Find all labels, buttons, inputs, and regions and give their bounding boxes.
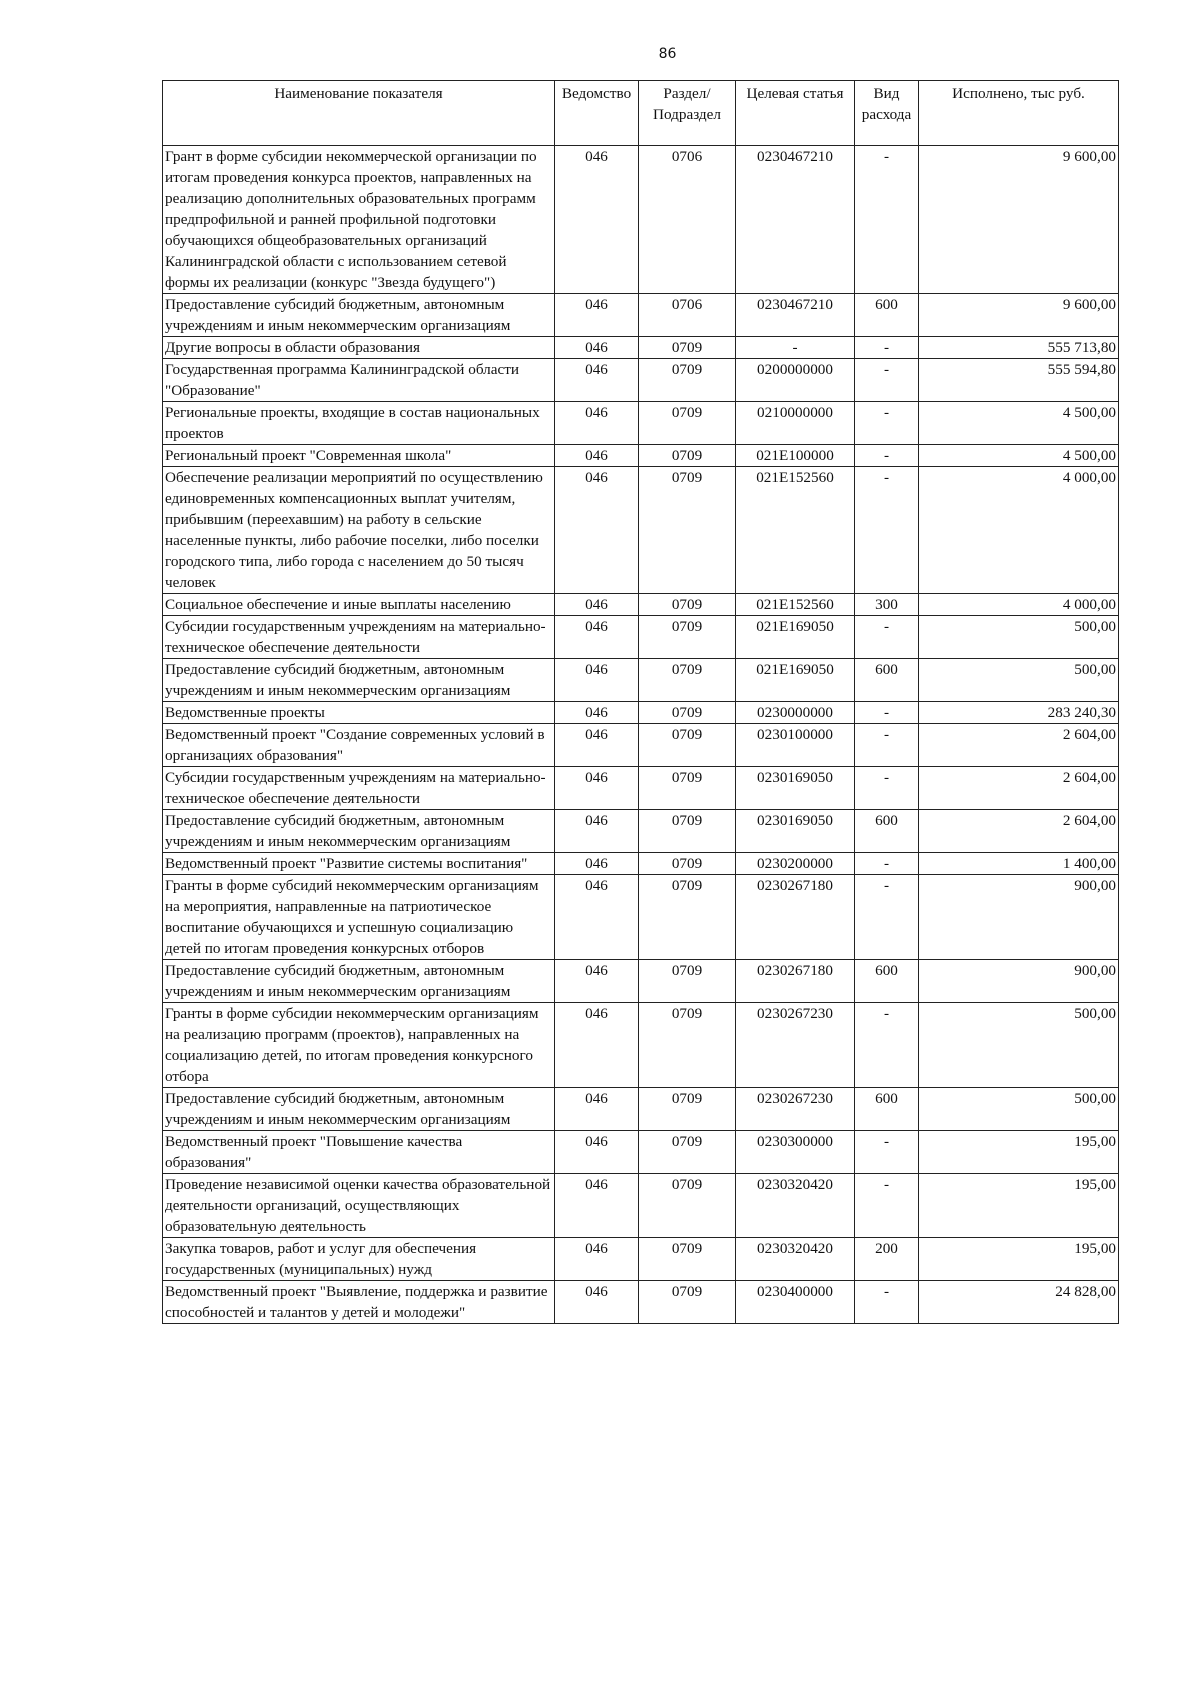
cell-dept: 046: [555, 146, 639, 294]
table-row: [163, 1238, 1119, 1281]
cell-section: 0709: [639, 445, 736, 467]
cell-amount: 1 400,00: [919, 853, 1119, 875]
cell-article: 021E152560: [736, 467, 855, 594]
cell-name: Региональный проект "Современная школа": [163, 445, 555, 467]
table-row: [163, 659, 1119, 702]
cell-type: -: [855, 767, 919, 810]
cell-amount: 2 604,00: [919, 810, 1119, 853]
table-row: [163, 146, 1119, 294]
cell-type: -: [855, 467, 919, 594]
cell-amount: 500,00: [919, 1003, 1119, 1088]
cell-name: Предоставление субсидий бюджетным, автономным учреждениям и иным некоммерческим организациям: [163, 294, 555, 337]
cell-article: 0230100000: [736, 724, 855, 767]
cell-article: 021E152560: [736, 594, 855, 616]
table-row: [163, 1281, 1119, 1324]
cell-article: 0230000000: [736, 702, 855, 724]
cell-amount: 2 604,00: [919, 767, 1119, 810]
cell-name: Другие вопросы в области образования: [163, 337, 555, 359]
table-row: [163, 960, 1119, 1003]
cell-section: 0709: [639, 616, 736, 659]
cell-article: 0210000000: [736, 402, 855, 445]
cell-dept: 046: [555, 1238, 639, 1281]
cell-amount: 4 000,00: [919, 467, 1119, 594]
cell-article: 0230200000: [736, 853, 855, 875]
cell-section: 0706: [639, 146, 736, 294]
cell-dept: 046: [555, 853, 639, 875]
header-section: Раздел/ Подраздел: [639, 81, 736, 146]
cell-dept: 046: [555, 1281, 639, 1324]
cell-amount: 9 600,00: [919, 294, 1119, 337]
cell-article: 0230300000: [736, 1131, 855, 1174]
cell-type: 600: [855, 1088, 919, 1131]
cell-dept: 046: [555, 1174, 639, 1238]
cell-dept: 046: [555, 960, 639, 1003]
cell-section: 0709: [639, 853, 736, 875]
table-row: [163, 724, 1119, 767]
cell-type: -: [855, 445, 919, 467]
cell-type: -: [855, 1174, 919, 1238]
cell-section: 0709: [639, 359, 736, 402]
cell-type: -: [855, 616, 919, 659]
cell-amount: 283 240,30: [919, 702, 1119, 724]
cell-name: Государственная программа Калининградской области "Образование": [163, 359, 555, 402]
cell-name: Закупка товаров, работ и услуг для обеспечения государственных (муниципальных) нужд: [163, 1238, 555, 1281]
cell-article: 0200000000: [736, 359, 855, 402]
cell-name: Субсидии государственным учреждениям на материально-техническое обеспечение деятельности: [163, 616, 555, 659]
cell-section: 0709: [639, 724, 736, 767]
cell-dept: 046: [555, 294, 639, 337]
cell-article: 0230320420: [736, 1238, 855, 1281]
cell-dept: 046: [555, 359, 639, 402]
table-row: [163, 1174, 1119, 1238]
cell-name: Грант в форме субсидии некоммерческой организации по итогам проведения конкурса проектов, направленных на реализацию дополнительных образовательных программ предпрофильной и ранней профильной подготовки обучающихся общеобразовательных организаций Калининградской области с использованием сетевой формы их реализации (конкурс "Звезда будущего"): [163, 146, 555, 294]
cell-amount: 900,00: [919, 875, 1119, 960]
cell-name: Обеспечение реализации мероприятий по осуществлению единовременных компенсационных выплат учителям, прибывшим (переехавшим) на работу в сельские населенные пункты, либо рабочие поселки, либо поселки городского типа, либо города с населением до 50 тысяч человек: [163, 467, 555, 594]
budget-table: [162, 80, 1119, 1324]
cell-amount: 195,00: [919, 1174, 1119, 1238]
table-row: [163, 1003, 1119, 1088]
cell-type: 600: [855, 960, 919, 1003]
cell-name: Социальное обеспечение и иные выплаты населению: [163, 594, 555, 616]
cell-name: Предоставление субсидий бюджетным, автономным учреждениям и иным некоммерческим организациям: [163, 960, 555, 1003]
table-row: [163, 359, 1119, 402]
cell-dept: 046: [555, 1131, 639, 1174]
cell-type: 600: [855, 294, 919, 337]
cell-dept: 046: [555, 659, 639, 702]
cell-dept: 046: [555, 1003, 639, 1088]
cell-dept: 046: [555, 767, 639, 810]
cell-type: -: [855, 853, 919, 875]
cell-section: 0706: [639, 294, 736, 337]
header-amount: Исполнено, тыс руб.: [919, 81, 1119, 146]
cell-name: Ведомственный проект "Развитие системы воспитания": [163, 853, 555, 875]
cell-article: 021E100000: [736, 445, 855, 467]
header-dept: Ведомство: [555, 81, 639, 146]
table-row: [163, 853, 1119, 875]
cell-section: 0709: [639, 1281, 736, 1324]
cell-article: 0230467210: [736, 146, 855, 294]
cell-section: 0709: [639, 1238, 736, 1281]
cell-name: Предоставление субсидий бюджетным, автономным учреждениям и иным некоммерческим организациям: [163, 1088, 555, 1131]
header-article: Целевая статья: [736, 81, 855, 146]
cell-name: Предоставление субсидий бюджетным, автономным учреждениям и иным некоммерческим организациям: [163, 659, 555, 702]
table-row: [163, 337, 1119, 359]
cell-dept: 046: [555, 445, 639, 467]
cell-dept: 046: [555, 594, 639, 616]
cell-section: 0709: [639, 1131, 736, 1174]
table-row: [163, 875, 1119, 960]
page-number: 86: [658, 46, 677, 62]
table-row: [163, 1131, 1119, 1174]
cell-amount: 555 594,80: [919, 359, 1119, 402]
cell-section: 0709: [639, 402, 736, 445]
cell-type: 600: [855, 659, 919, 702]
cell-name: Субсидии государственным учреждениям на материально-техническое обеспечение деятельности: [163, 767, 555, 810]
cell-article: 021E169050: [736, 659, 855, 702]
cell-amount: 9 600,00: [919, 146, 1119, 294]
table-row: [163, 810, 1119, 853]
cell-article: 0230267230: [736, 1003, 855, 1088]
table-header-row: [163, 81, 1119, 146]
cell-amount: 555 713,80: [919, 337, 1119, 359]
header-type: Вид расхода: [855, 81, 919, 146]
table-row: [163, 445, 1119, 467]
cell-type: -: [855, 146, 919, 294]
cell-type: -: [855, 724, 919, 767]
cell-amount: 4 500,00: [919, 445, 1119, 467]
cell-type: -: [855, 1281, 919, 1324]
cell-dept: 046: [555, 875, 639, 960]
table-row: [163, 702, 1119, 724]
cell-section: 0709: [639, 337, 736, 359]
cell-section: 0709: [639, 960, 736, 1003]
cell-section: 0709: [639, 1088, 736, 1131]
cell-type: -: [855, 402, 919, 445]
table-row: [163, 294, 1119, 337]
cell-type: -: [855, 359, 919, 402]
cell-section: 0709: [639, 1003, 736, 1088]
header-name: Наименование показателя: [163, 81, 555, 146]
cell-article: 0230320420: [736, 1174, 855, 1238]
cell-article: -: [736, 337, 855, 359]
cell-dept: 046: [555, 724, 639, 767]
cell-dept: 046: [555, 810, 639, 853]
cell-type: 600: [855, 810, 919, 853]
cell-name: Проведение независимой оценки качества образовательной деятельности организаций, осуществляющих образовательную деятельность: [163, 1174, 555, 1238]
cell-name: Ведомственный проект "Повышение качества образования": [163, 1131, 555, 1174]
cell-section: 0709: [639, 767, 736, 810]
cell-section: 0709: [639, 467, 736, 594]
cell-type: 300: [855, 594, 919, 616]
cell-article: 0230267180: [736, 875, 855, 960]
cell-dept: 046: [555, 1088, 639, 1131]
cell-dept: 046: [555, 337, 639, 359]
cell-dept: 046: [555, 467, 639, 594]
cell-name: Ведомственный проект "Создание современных условий в организациях образования": [163, 724, 555, 767]
cell-amount: 4 500,00: [919, 402, 1119, 445]
cell-section: 0709: [639, 659, 736, 702]
cell-name: Гранты в форме субсидий некоммерческим организациям на мероприятия, направленные на патриотическое воспитание обучающихся и успешную социализацию детей по итогам проведения конкурсных отборов: [163, 875, 555, 960]
cell-amount: 195,00: [919, 1131, 1119, 1174]
cell-amount: 500,00: [919, 659, 1119, 702]
cell-article: 0230267230: [736, 1088, 855, 1131]
table-row: [163, 1088, 1119, 1131]
cell-type: -: [855, 1003, 919, 1088]
cell-article: 0230169050: [736, 767, 855, 810]
table-row: [163, 402, 1119, 445]
cell-type: -: [855, 702, 919, 724]
cell-dept: 046: [555, 402, 639, 445]
cell-type: -: [855, 1131, 919, 1174]
cell-name: Ведомственный проект "Выявление, поддержка и развитие способностей и талантов у детей и молодежи": [163, 1281, 555, 1324]
cell-section: 0709: [639, 702, 736, 724]
cell-type: -: [855, 337, 919, 359]
cell-section: 0709: [639, 1174, 736, 1238]
cell-amount: 500,00: [919, 616, 1119, 659]
table-row: [163, 594, 1119, 616]
cell-name: Гранты в форме субсидии некоммерческим организациям на реализацию программ (проектов), направленных на социализацию детей, по итогам проведения конкурсного отбора: [163, 1003, 555, 1088]
cell-type: 200: [855, 1238, 919, 1281]
cell-section: 0709: [639, 810, 736, 853]
cell-article: 021E169050: [736, 616, 855, 659]
cell-section: 0709: [639, 594, 736, 616]
cell-amount: 24 828,00: [919, 1281, 1119, 1324]
table-row: [163, 767, 1119, 810]
cell-article: 0230467210: [736, 294, 855, 337]
cell-section: 0709: [639, 875, 736, 960]
cell-amount: 4 000,00: [919, 594, 1119, 616]
cell-name: Предоставление субсидий бюджетным, автономным учреждениям и иным некоммерческим организациям: [163, 810, 555, 853]
cell-article: 0230169050: [736, 810, 855, 853]
cell-dept: 046: [555, 616, 639, 659]
cell-name: Ведомственные проекты: [163, 702, 555, 724]
table-row: [163, 467, 1119, 594]
cell-article: 0230267180: [736, 960, 855, 1003]
cell-amount: 2 604,00: [919, 724, 1119, 767]
cell-article: 0230400000: [736, 1281, 855, 1324]
cell-dept: 046: [555, 702, 639, 724]
cell-amount: 500,00: [919, 1088, 1119, 1131]
table-row: [163, 616, 1119, 659]
cell-amount: 195,00: [919, 1238, 1119, 1281]
cell-amount: 900,00: [919, 960, 1119, 1003]
cell-name: Региональные проекты, входящие в состав национальных проектов: [163, 402, 555, 445]
cell-type: -: [855, 875, 919, 960]
